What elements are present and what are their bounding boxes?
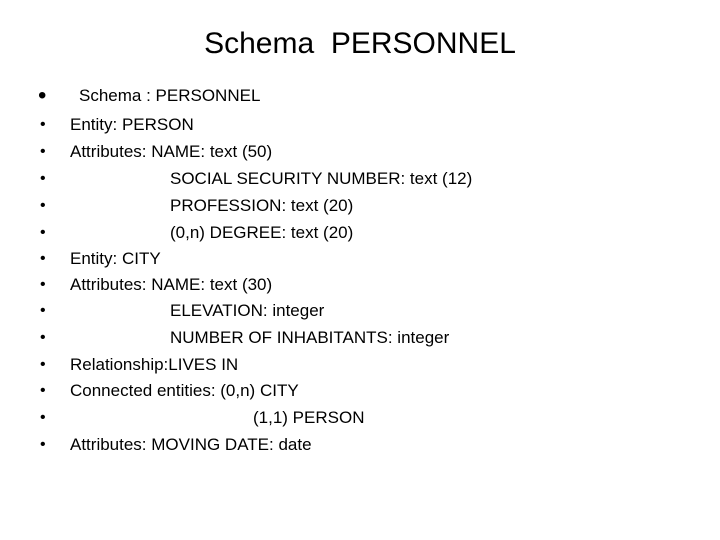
bullet-text: Entity: PERSON xyxy=(70,115,194,134)
bullet-icon: • xyxy=(40,409,46,426)
bullet-icon: • xyxy=(40,224,46,241)
bullet-item xyxy=(0,405,720,431)
bullet-icon: • xyxy=(40,170,46,187)
bullet-icon: • xyxy=(40,329,46,346)
bullet-text: Schema : PERSONNEL xyxy=(79,86,261,105)
bullet-text: NUMBER OF INHABITANTS: integer xyxy=(170,328,450,347)
bullet-icon: • xyxy=(38,82,47,109)
bullet-text: Entity: CITY xyxy=(70,249,161,268)
bullet-text: (0,n) DEGREE: text (20) xyxy=(170,223,354,242)
bullet-item xyxy=(0,220,720,246)
bullet-icon: • xyxy=(40,436,46,453)
bullet-icon: • xyxy=(40,302,46,319)
bullet-text: Connected entities: (0,n) CITY xyxy=(70,381,299,400)
bullet-item xyxy=(0,272,720,298)
bullet-icon: • xyxy=(40,276,46,293)
bullet-item xyxy=(0,139,720,165)
bullet-item xyxy=(0,432,720,458)
bullet-item xyxy=(0,112,720,138)
bullet-item xyxy=(0,325,720,351)
bullet-icon: • xyxy=(40,382,46,399)
bullet-item xyxy=(0,298,720,324)
bullet-text: (1,1) PERSON xyxy=(253,408,365,427)
bullet-text: SOCIAL SECURITY NUMBER: text (12) xyxy=(170,169,473,188)
bullet-icon: • xyxy=(40,356,46,373)
bullet-item xyxy=(0,166,720,192)
bullet-icon: • xyxy=(40,143,46,160)
bullet-item xyxy=(0,83,720,109)
bullet-text: Attributes: MOVING DATE: date xyxy=(70,435,312,454)
bullet-text: ELEVATION: integer xyxy=(170,301,325,320)
bullet-icon: • xyxy=(40,116,46,133)
bullet-item xyxy=(0,246,720,272)
bullet-text: Relationship:LIVES IN xyxy=(70,355,239,374)
bullet-item xyxy=(0,352,720,378)
bullet-icon: • xyxy=(40,250,46,267)
bullet-text: Attributes: NAME: text (50) xyxy=(70,142,273,161)
bullet-text: PROFESSION: text (20) xyxy=(170,196,354,215)
slide-title: Schema PERSONNEL xyxy=(204,27,516,60)
bullet-item xyxy=(0,378,720,404)
bullet-icon: • xyxy=(40,197,46,214)
bullet-text: Attributes: NAME: text (30) xyxy=(70,275,273,294)
bullet-item xyxy=(0,193,720,219)
